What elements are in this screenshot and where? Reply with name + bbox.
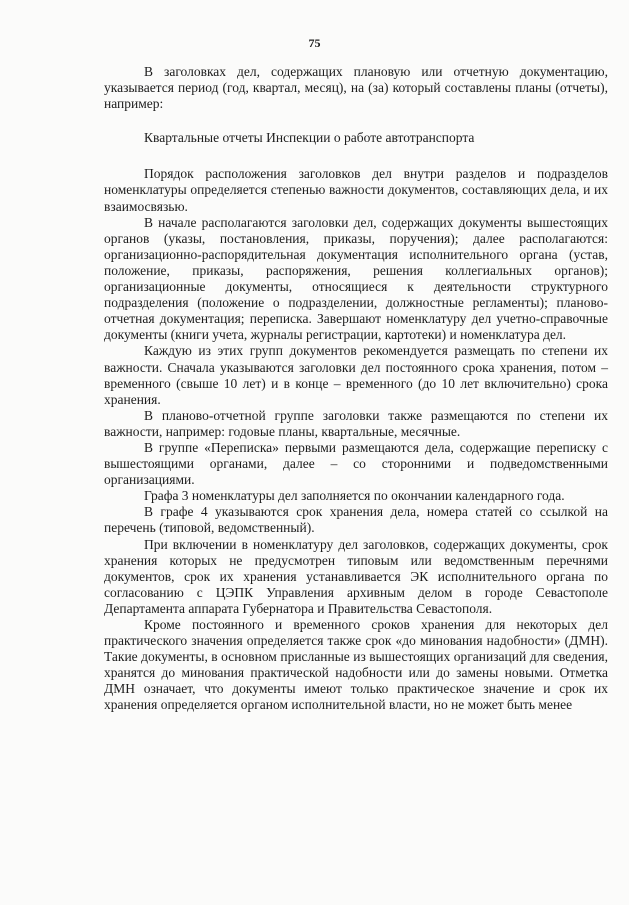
paragraph-column-3: Графа 3 номенклатуры дел заполняется по окончании календарного года. [144,488,565,504]
paragraph-planning-group: В планово-отчетной группе заголовки также размещаются по степени их важности, например: годовые планы, квартальные, месячные. [104,407,608,439]
paragraph-period-headings: В заголовках дел, содержащих плановую или отчетную документацию, указывается период (год, квартал, месяц), на (за) который составлены планы (отчеты), например: [104,64,608,112]
example-heading: Квартальные отчеты Инспекции о работе автотранспорта [144,130,475,146]
paragraph-beginning: В начале располагаются заголовки дел, содержащих документы вышестоящих органов (указы, постановления, приказы, поручения); далее располагаются: организационно-распорядительная документация исполнительного органа (устав, положение, приказы, распоряжения, решения коллегиальных органов); организационные документы, относящиеся к деятельности структурного подразделения (положение о подразделении, должностные регламенты); планово-отчетная документация; переписка. Завершают номенклатуру дел учетно-справочные документы (книги учета, журналы регистрации, картотеки) и номенклатура дел. [104,214,608,343]
paragraph-column-4: В графе 4 указываются срок хранения дела, номера статей со ссылкой на перечень (типовой, ведомственный). [104,504,608,536]
body-text [104,64,608,714]
paragraph-importance: Каждую из этих групп документов рекомендуется размещать по степени их важности. Сначала указываются заголовки дел постоянного срока хранения, потом – временного (свыше 10 лет) и в конце – временного (до 10 лет включительно) срока хранения. [104,343,608,407]
paragraph-correspondence: В группе «Переписка» первыми размещаются дела, содержащие переписку с вышестоящими органами, далее – со сторонними и подведомственными организациями. [104,439,608,488]
paragraph-dmn: Кроме постоянного и временного сроков хранения для некоторых дел практического значения определяется также срок «до минования надобности» (ДМН). Такие документы, в основном присланные из вышестоящих организаций для сведения, хранятся до минования практической надобности или до замены новыми. Отметка ДМН означает, что документы имеют только практическое значение и срок их хранения определяется органом исполнительной власти, но не может быть менее [104,617,608,713]
paragraph-inclusion: При включении в номенклатуру дел заголовков, содержащих документы, срок хранения которых не предусмотрен типовым или ведомственным перечнями документов, срок их хранения устанавливается ЭК исполнительного органа по согласованию с ЦЭПК Управления архивным делом в городе Севастополе Департамента аппарата Губернатора и Правительства Севастополя. [104,536,608,616]
page-number: 75 [308,36,321,50]
paragraph-order: Порядок расположения заголовков дел внутри разделов и подразделов номенклатуры определяется степенью важности документов, составляющих дела, и их взаимосвязью. [104,166,608,214]
